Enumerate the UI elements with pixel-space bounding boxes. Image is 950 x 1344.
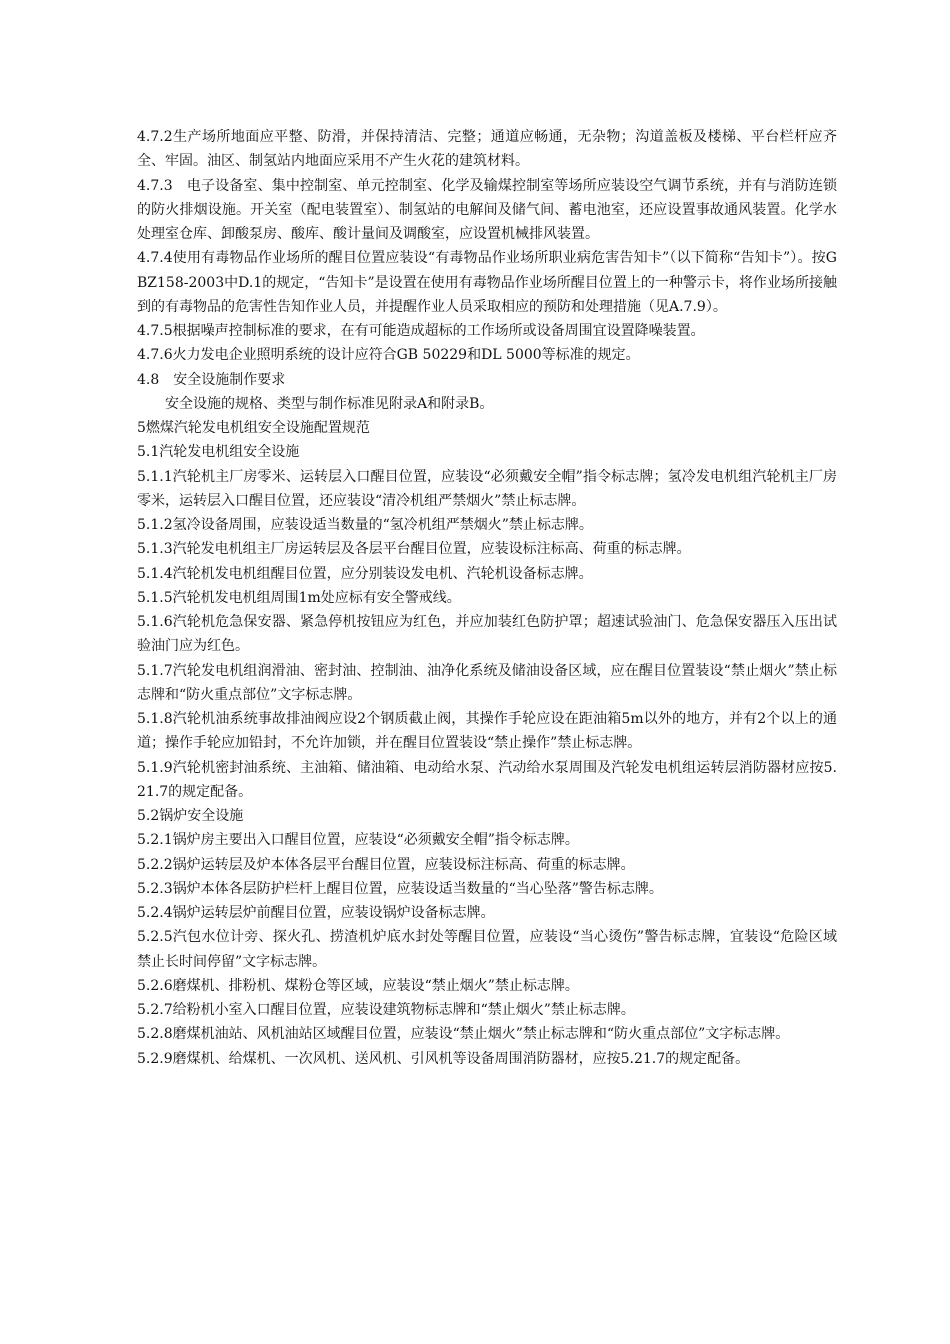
paragraph-5-2-9: 5.2.9磨煤机、给煤机、一次风机、送风机、引风机等设备周围消防器材，应按5.21.7的规定配备。 [137,1050,750,1067]
paragraph-4-7-4: 4.7.4使用有毒物品作业场所的醒目位置应装设“有毒物品作业场所职业病危害告知卡”（以下简称“告知卡”）。按GBZ158-2003中D.1的规定，“告知卡”是设置在使用有毒物品作业场所醒目位置上的一种警示卡，将作业场所接触到的有毒物品的危害性告知作业人员，并提醒作业人员采取相应的预防和处理措施（见A.7.9）。 [137,250,837,315]
heading-5: 5燃煤汽轮发电机组安全设施配置规范 [137,420,370,436]
paragraph-5-1-4: 5.1.4汽轮机发电机组醒目位置，应分别装设发电机、汽轮机设备标志牌。 [137,565,593,582]
paragraph-5-2-7: 5.2.7给粉机小室入口醒目位置，应装设建筑物标志牌和“禁止烟火”禁止标志牌。 [137,1002,635,1018]
paragraph-5-1-5: 5.1.5汽轮机发电机组周围1m处应标有安全警戒线。 [137,589,461,606]
paragraph-4-7-6: 4.7.6火力发电企业照明系统的设计应符合GB 50229和DL 5000等标准的规定。 [137,347,640,364]
document-body [137,125,837,1071]
paragraph-5-2-6: 5.2.6磨煤机、排粉机、煤粉仓等区域，应装设“禁止烟火”禁止标志牌。 [137,977,579,994]
paragraph-4-7-5: 4.7.5根据噪声控制标准的要求，在有可能造成超标的工作场所或设备周围宜设置降噪装置。 [137,323,705,339]
paragraph-5-1-6: 5.1.6汽轮机危急保安器、紧急停机按钮应为红色，并应加装红色防护罩；超速试验油门、危急保安器压入压出试验油门应为红色。 [137,614,837,655]
paragraph-5-2-3: 5.2.3锅炉本体各层防护栏杆上醒目位置，应装设适当数量的“当心坠落”警告标志牌。 [137,880,663,897]
paragraph-4-8-body: 安全设施的规格、类型与制作标准见附录A和附录B。 [165,395,494,412]
paragraph-4-7-3: 4.7.3 电子设备室、集中控制室、单元控制室、化学及输煤控制室等场所应装设空气调节系统，并有与消防连锁的防火排烟设施。开关室（配电装置室）、制氢站的电解间及储气间、蓄电池室，还应设置事故通风装置。化学水处理室仓库、卸酸泵房、酸库、酸计量间及调酸室，应设置机械排风装置。 [137,177,837,242]
paragraph-5-1-1: 5.1.1汽轮机主厂房零米、运转层入口醒目位置，应装设“必须戴安全帽”指令标志牌；氢冷发电机组汽轮机主厂房零米，运转层入口醒目位置，还应装设“清冷机组严禁烟火”禁止标志牌。 [137,468,837,509]
paragraph-5-2-1: 5.2.1锅炉房主要出入口醒目位置，应装设“必须戴安全帽”指令标志牌。 [137,832,579,849]
paragraph-5-1-9: 5.1.9汽轮机密封油系统、主油箱、储油箱、电动给水泵、汽动给水泵周围及汽轮发电机组运转层消防器材应按5.21.7的规定配备。 [137,759,837,800]
paragraph-5-2-2: 5.2.2锅炉运转层及炉本体各层平台醒目位置，应装设标注标高、荷重的标志牌。 [137,856,635,873]
paragraph-5-1-7: 5.1.7汽轮发电机组润滑油、密封油、控制油、油净化系统及储油设备区域，应在醒目位置装设“禁止烟火”禁止标志牌和“防火重点部位”文字标志牌。 [137,662,837,703]
heading-5-1: 5.1汽轮发电机组安全设施 [137,444,300,461]
paragraph-5-1-8: 5.1.8汽轮机油系统事故排油阀应设2个钢质截止阀，其操作手轮应设在距油箱5m以外的地方，并有2个以上的通道；操作手轮应加铅封，不允许加锁，并在醒目位置装设“禁止操作”禁止标志牌。 [137,711,837,752]
paragraph-5-2-8: 5.2.8磨煤机油站、风机油站区域醒目位置，应装设“禁止烟火”禁止标志牌和“防火重点部位”文字标志牌。 [137,1026,790,1043]
paragraph-5-1-2: 5.1.2氢冷设备周围，应装设适当数量的“氢冷机组严禁烟火”禁止标志牌。 [137,517,593,533]
paragraph-5-2-5: 5.2.5汽包水位计旁、探火孔、捞渣机炉底水封处等醒目位置，应装设“当心烫伤”警告标志牌，宜装设“危险区域禁止长时间停留”文字标志牌。 [137,929,837,970]
paragraph-5-2-4: 5.2.4锅炉运转层炉前醒目位置，应装设锅炉设备标志牌。 [137,905,495,921]
paragraph-5-1-3: 5.1.3汽轮发电机组主厂房运转层及各层平台醒目位置，应装设标注标高、荷重的标志牌。 [137,541,691,558]
heading-5-2: 5.2锅炉安全设施 [137,808,244,824]
paragraph-4-7-2: 4.7.2生产场所地面应平整、防滑，并保持清洁、完整；通道应畅通，无杂物；沟道盖板及楼梯、平台栏杆应齐全、牢固。油区、制氢站内地面应采用不产生火花的建筑材料。 [137,129,837,170]
heading-4-8: 4.8 安全设施制作要求 [137,371,286,388]
